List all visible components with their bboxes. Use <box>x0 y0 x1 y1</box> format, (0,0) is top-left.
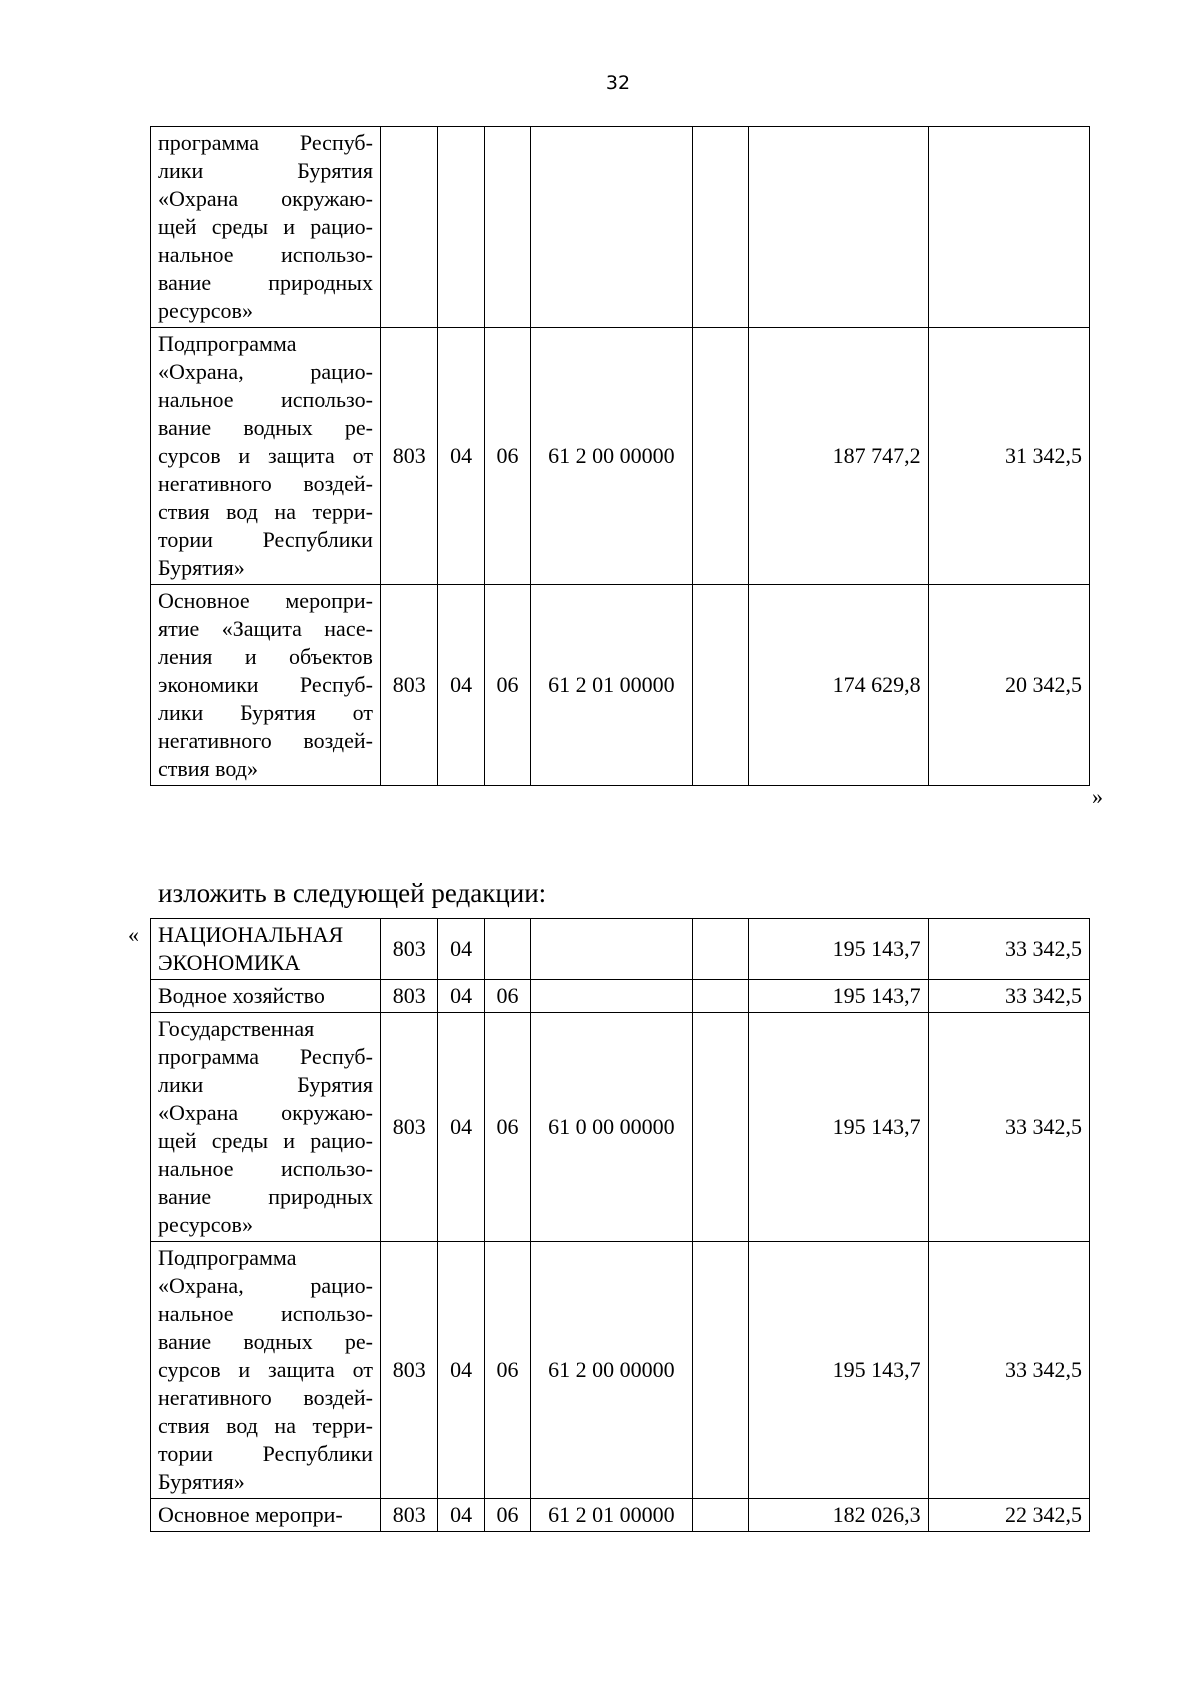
row-name-line: программа Респуб- <box>158 1044 373 1069</box>
target-article-code: 61 2 01 00000 <box>531 585 692 786</box>
budget-table-new <box>150 918 1090 1532</box>
amount-total: 195 143,7 <box>749 980 929 1013</box>
row-name-line: программа Респуб- <box>158 130 373 155</box>
expense-type-code <box>692 1013 748 1242</box>
row-name-line: вание природных <box>158 270 373 295</box>
target-article-code: 61 0 00 00000 <box>531 1013 692 1242</box>
section-code: 04 <box>438 1499 484 1532</box>
row-name-line: нальное использо- <box>158 387 373 412</box>
intro-text: изложить в следующей редакции: <box>158 878 547 908</box>
row-name-line: негативного воздей- <box>158 471 373 496</box>
table-row <box>151 585 1090 786</box>
table-row <box>151 1013 1090 1242</box>
row-name-line: «Охрана окружаю- <box>158 1100 373 1125</box>
expense-type-code <box>692 919 748 980</box>
target-article-code: 61 2 00 00000 <box>531 1242 692 1499</box>
amount-total: 187 747,2 <box>749 328 929 585</box>
amount-second: 33 342,5 <box>928 980 1089 1013</box>
amount-second: 33 342,5 <box>928 919 1089 980</box>
row-name-line: негативного воздей- <box>158 1385 373 1410</box>
table-row <box>151 328 1090 585</box>
row-name-line: ления и объектов <box>158 644 373 669</box>
target-article-code <box>531 127 692 328</box>
page-number: 32 <box>605 72 631 94</box>
target-article-code: 61 2 00 00000 <box>531 328 692 585</box>
subsection-code: 06 <box>484 980 530 1013</box>
amount-total: 195 143,7 <box>749 919 929 980</box>
row-name <box>151 1242 381 1499</box>
row-name-line: тории Республики <box>158 527 373 552</box>
section-code: 04 <box>438 328 484 585</box>
row-name-line: Государственная <box>158 1016 315 1041</box>
row-name-line: «Охрана окружаю- <box>158 186 373 211</box>
subsection-code <box>484 919 530 980</box>
budget-table-old <box>150 126 1090 786</box>
row-name-line: Основное меропри- <box>158 588 373 613</box>
row-name-line: Подпрограмма <box>158 331 297 356</box>
closing-quote: » <box>1092 784 1103 809</box>
grbs-code: 803 <box>380 919 437 980</box>
row-name-line: негативного воздей- <box>158 728 373 753</box>
row-name-line: вание водных ре- <box>158 1329 373 1354</box>
section-code: 04 <box>438 1013 484 1242</box>
grbs-code: 803 <box>380 585 437 786</box>
row-name-line: «Охрана, рацио- <box>158 1273 373 1298</box>
amount-total: 182 026,3 <box>749 1499 929 1532</box>
expense-type-code <box>692 980 748 1013</box>
row-name-line: экономики Респуб- <box>158 672 373 697</box>
row-name-line: тории Республики <box>158 1441 373 1466</box>
row-name-line: лики Бурятия <box>158 1072 373 1097</box>
row-name <box>151 585 381 786</box>
amount-second: 33 342,5 <box>928 1013 1089 1242</box>
amount-second: 31 342,5 <box>928 328 1089 585</box>
table-row <box>151 1242 1090 1499</box>
amount-total: 195 143,7 <box>749 1013 929 1242</box>
table-row <box>151 1499 1090 1532</box>
row-name <box>151 1499 381 1532</box>
subsection-code: 06 <box>484 1013 530 1242</box>
row-name-line: сурсов и защита от <box>158 1357 373 1382</box>
row-name-line: щей среды и рацио- <box>158 1128 373 1153</box>
subsection-code: 06 <box>484 1499 530 1532</box>
row-name <box>151 1013 381 1242</box>
row-name-line: Бурятия» <box>158 1469 245 1494</box>
table-row <box>151 980 1090 1013</box>
target-article-code <box>531 980 692 1013</box>
target-article-code: 61 2 01 00000 <box>531 1499 692 1532</box>
grbs-code: 803 <box>380 328 437 585</box>
section-code: 04 <box>438 919 484 980</box>
row-name-line: нальное использо- <box>158 242 373 267</box>
row-name-line: Бурятия» <box>158 555 245 580</box>
grbs-code: 803 <box>380 980 437 1013</box>
row-name-line: сурсов и защита от <box>158 443 373 468</box>
row-name-line: ятие «Защита насе- <box>158 616 373 641</box>
opening-quote: « <box>128 922 139 947</box>
row-name <box>151 919 381 980</box>
subsection-code <box>484 127 530 328</box>
section-code <box>438 127 484 328</box>
row-name-line: «Охрана, рацио- <box>158 359 373 384</box>
target-article-code <box>531 919 692 980</box>
row-name-line: ресурсов» <box>158 1212 253 1237</box>
amount-total: 174 629,8 <box>749 585 929 786</box>
row-name-line: Основное меропри- <box>158 1502 343 1527</box>
table-row <box>151 919 1090 980</box>
subsection-code: 06 <box>484 585 530 786</box>
row-name-line: щей среды и рацио- <box>158 214 373 239</box>
expense-type-code <box>692 328 748 585</box>
amount-second: 33 342,5 <box>928 1242 1089 1499</box>
amount-second <box>928 127 1089 328</box>
subsection-code: 06 <box>484 328 530 585</box>
amount-second: 20 342,5 <box>928 585 1089 786</box>
expense-type-code <box>692 127 748 328</box>
section-code: 04 <box>438 980 484 1013</box>
subsection-code: 06 <box>484 1242 530 1499</box>
grbs-code: 803 <box>380 1499 437 1532</box>
grbs-code: 803 <box>380 1242 437 1499</box>
row-name-line: ствия вод на терри- <box>158 1413 373 1438</box>
row-name-line: лики Бурятия от <box>158 700 373 725</box>
grbs-code <box>380 127 437 328</box>
expense-type-code <box>692 1499 748 1532</box>
row-name-line: вание водных ре- <box>158 415 373 440</box>
row-name-line: ствия вод» <box>158 756 258 781</box>
row-name-line: ЭКОНОМИКА <box>158 950 301 975</box>
row-name-line: ствия вод на терри- <box>158 499 373 524</box>
row-name-line: ресурсов» <box>158 298 253 323</box>
row-name <box>151 127 381 328</box>
grbs-code: 803 <box>380 1013 437 1242</box>
row-name-line: НАЦИОНАЛЬНАЯ <box>158 922 344 947</box>
row-name <box>151 328 381 585</box>
row-name <box>151 980 381 1013</box>
row-name-line: лики Бурятия <box>158 158 373 183</box>
amount-total: 195 143,7 <box>749 1242 929 1499</box>
table-row <box>151 127 1090 328</box>
section-code: 04 <box>438 585 484 786</box>
row-name-line: вание природных <box>158 1184 373 1209</box>
row-name-line: нальное использо- <box>158 1156 373 1181</box>
row-name-line: Водное хозяйство <box>158 983 325 1008</box>
amount-second: 22 342,5 <box>928 1499 1089 1532</box>
expense-type-code <box>692 585 748 786</box>
row-name-line: Подпрограмма <box>158 1245 297 1270</box>
expense-type-code <box>692 1242 748 1499</box>
amount-total <box>749 127 929 328</box>
section-code: 04 <box>438 1242 484 1499</box>
row-name-line: нальное использо- <box>158 1301 373 1326</box>
